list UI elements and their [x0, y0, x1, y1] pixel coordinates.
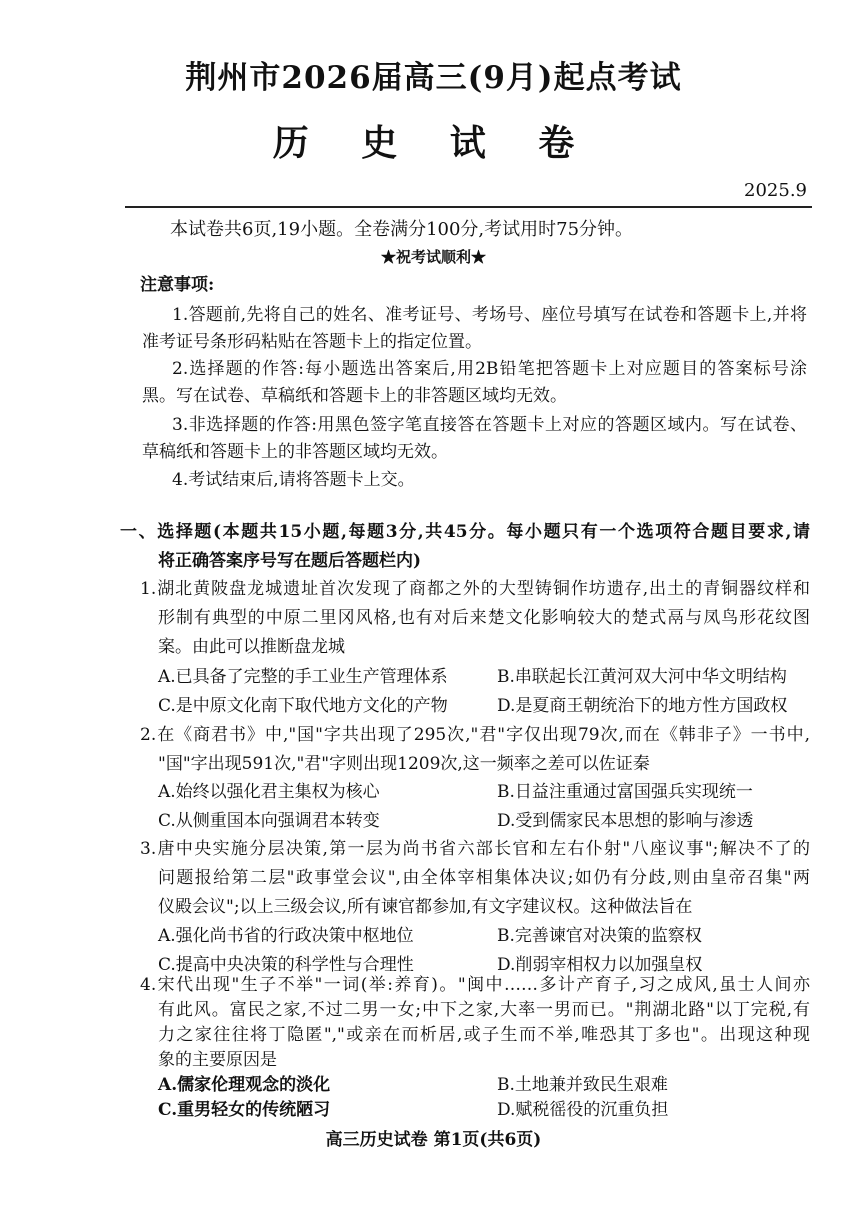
q1-stem-line-1: 1.湖北黄陂盘龙城遗址首次发现了商都之外的大型铸铜作坊遗存,出土的青铜器纹样和 — [140, 579, 810, 599]
q1-option-c: C.是中原文化南下取代地方文化的产物 — [158, 696, 448, 716]
note-4: 4.考试结束后,请将答题卡上交。 — [172, 470, 415, 490]
q2-option-c: C.从侧重国本向强调君本转变 — [158, 811, 380, 831]
q1-stem-line-3: 案。由此可以推断盘龙城 — [158, 637, 345, 657]
q3-option-d: D.削弱宰相权力以加强皇权 — [497, 955, 703, 975]
page-footer: 高三历史试卷 第1页(共6页) — [325, 1130, 542, 1150]
note-3-line-2: 草稿纸和答题卡上的非答题区域均无效。 — [142, 442, 448, 462]
q4-stem-line-3: 力之家往往将丁隐匿","或亲在而析居,或子生而不举,唯恐其丁多也"。出现这种现 — [158, 1025, 810, 1045]
q1-stem-line-2: 形制有典型的中原二里冈风格,也有对后来楚文化影响较大的楚式鬲与凤鸟形花纹图 — [158, 608, 810, 628]
note-1-line-1: 1.答题前,先将自己的姓名、准考证号、考场号、座位号填写在试卷和答题卡上,并将 — [172, 305, 807, 325]
q4-option-d: D.赋税徭役的沉重负担 — [497, 1100, 669, 1120]
q1-option-a: A.已具备了完整的手工业生产管理体系 — [158, 667, 448, 687]
q4-option-b: B.土地兼并致民生艰难 — [497, 1075, 668, 1095]
q4-stem-line-4: 象的主要原因是 — [158, 1050, 277, 1070]
q4-option-c: C.重男轻女的传统陋习 — [158, 1100, 331, 1120]
note-3-line-1: 3.非选择题的作答:用黑色签字笔直接答在答题卡上对应的答题区域内。写在试卷、 — [172, 415, 807, 435]
q3-option-a: A.强化尚书省的行政决策中枢地位 — [158, 926, 414, 946]
good-luck-wish: ★祝考试顺利★ — [380, 248, 486, 266]
note-1-line-2: 准考证号条形码粘贴在答题卡上的指定位置。 — [142, 332, 482, 352]
section-heading-line-1: 一、选择题(本题共15小题,每题3分,共45分。每小题只有一个选项符合题目要求,请 — [120, 522, 810, 542]
q3-option-b: B.完善谏官对决策的监察权 — [497, 926, 702, 946]
exam-date: 2025.9 — [744, 180, 807, 201]
q2-option-a: A.始终以强化君主集权为核心 — [158, 782, 380, 802]
subject-title: 历 史 试 卷 — [272, 122, 595, 164]
note-2-line-1: 2.选择题的作答:每小题选出答案后,用2B铅笔把答题卡上对应题目的答案标号涂 — [172, 359, 807, 379]
q2-option-d: D.受到儒家民本思想的影响与渗透 — [497, 811, 754, 831]
q4-stem-line-2: 有此风。富民之家,不过二男一女;中下之家,大率一男而已。"荆湖北路"以丁完税,有 — [158, 1000, 810, 1020]
notes-title: 注意事项: — [140, 275, 215, 295]
q3-stem-line-3: 仪殿会议";以上三级会议,所有谏官都参加,有文字建议权。这种做法旨在 — [158, 897, 693, 917]
q1-option-b: B.串联起长江黄河双大河中华文明结构 — [497, 667, 787, 687]
q3-stem-line-2: 问题报给第二层"政事堂会议",由全体宰相集体决议;如仍有分歧,则由皇帝召集"两 — [158, 868, 810, 888]
q2-stem-line-1: 2.在《商君书》中,"国"字共出现了295次,"君"字仅出现79次,而在《韩非子》一书中, — [140, 725, 810, 745]
q2-stem-line-2: "国"字出现591次,"君"字则出现1209次,这一频率之差可以佐证秦 — [158, 754, 650, 774]
q3-option-c: C.提高中央决策的科学性与合理性 — [158, 955, 414, 975]
exam-info: 本试卷共6页,19小题。全卷满分100分,考试用时75分钟。 — [170, 219, 634, 240]
section-heading-line-2: 将正确答案序号写在题后答题栏内) — [158, 551, 422, 571]
q1-option-d: D.是夏商王朝统治下的地方性方国政权 — [497, 696, 788, 716]
q4-option-a: A.儒家伦理观念的淡化 — [158, 1075, 331, 1095]
header-divider — [125, 206, 812, 208]
q3-stem-line-1: 3.唐中央实施分层决策,第一层为尚书省六部长官和左右仆射"八座议事";解决不了的 — [140, 839, 810, 859]
q4-stem-line-1: 4.宋代出现"生子不举"一词(举:养育)。"闽中……多计产育子,习之成风,虽士人间亦 — [140, 975, 810, 995]
exam-title: 荆州市2026届高三(9月)起点考试 — [185, 60, 682, 96]
q2-option-b: B.日益注重通过富国强兵实现统一 — [497, 782, 753, 802]
note-2-line-2: 黑。写在试卷、草稿纸和答题卡上的非答题区域均无效。 — [142, 386, 567, 406]
